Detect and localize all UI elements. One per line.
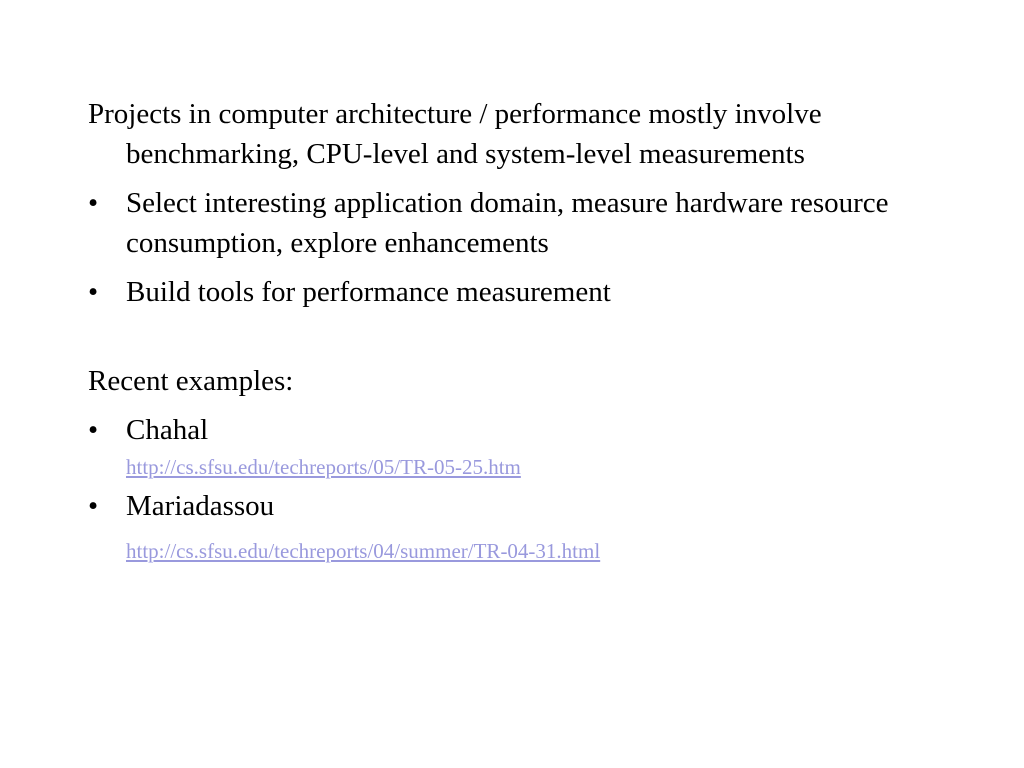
- example-item: [88, 486, 948, 526]
- bullet-dot: •: [88, 414, 99, 446]
- example-name: Mariadassou: [126, 490, 275, 522]
- techreport-link[interactable]: [88, 455, 521, 479]
- examples-heading: Recent examples:: [88, 365, 294, 397]
- bullet-dot: •: [88, 187, 99, 219]
- bullet-item: [88, 272, 948, 312]
- example-item: [88, 410, 948, 450]
- bullet-item: [88, 183, 948, 263]
- example-link-row: [88, 536, 948, 566]
- techreport-link-text[interactable]: http://cs.sfsu.edu/techreports/05/TR-05-25.htm: [126, 455, 521, 479]
- bullet-dot: •: [88, 490, 99, 522]
- techreport-link[interactable]: [88, 539, 600, 563]
- example-link-row: [88, 452, 948, 482]
- bullet-dot: •: [88, 276, 99, 308]
- bullet-text: Select interesting application domain, measure hardware resource consumption, explore enhancements: [126, 187, 889, 259]
- example-name: Chahal: [126, 414, 209, 446]
- techreport-link-text[interactable]: http://cs.sfsu.edu/techreports/04/summer/TR-04-31.html: [126, 539, 601, 563]
- bullet-text: Build tools for performance measurement: [126, 276, 611, 308]
- intro-paragraph: Projects in computer architecture / performance mostly involve benchmarking, CPU-level and system-level measurements: [88, 98, 822, 170]
- slide-body: [88, 94, 948, 570]
